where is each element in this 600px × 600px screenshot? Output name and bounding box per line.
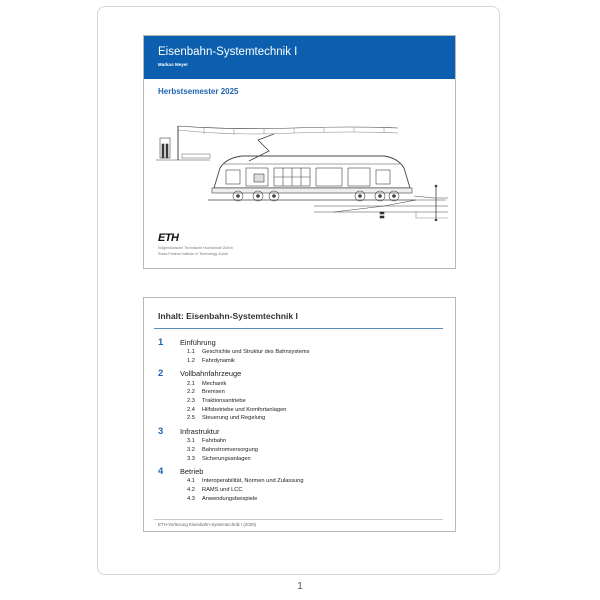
chapter-label: Einführung [180,338,216,347]
toc-item-number: 4.1 [187,478,195,485]
eth-logo-line-2: Swiss Federal Institute of Technology Zurich [158,252,229,256]
toc-item-number: 1.2 [187,358,195,365]
toc-item-number: 3.2 [187,446,195,453]
toc-item [158,494,445,503]
slide-header-bar [144,36,455,79]
toc-item-number: 2.5 [187,415,195,422]
toc-item [158,477,445,486]
toc-item-label: Bahnstromversorgung [202,446,258,453]
chapter-number: 1 [158,337,164,348]
slide-author: Markus Meyer [158,62,189,67]
toc-item-number: 2.4 [187,406,195,413]
toc-item [158,405,445,414]
toc-item-label: Fahrdynamik [202,358,235,365]
toc-item [158,454,445,463]
toc-item [158,397,445,406]
toc-item-number: 4.3 [187,495,195,502]
toc-item [158,437,445,446]
toc-item-number: 2.1 [187,380,195,387]
toc-item-number: 2.2 [187,389,195,396]
toc-item [158,486,445,495]
toc-item [158,379,445,388]
contents-slide [143,297,456,532]
toc-item-label: Sicherungsanlagen [202,455,251,462]
toc-item-number: 3.3 [187,455,195,462]
footer-divider [154,519,443,520]
title-slide [143,35,456,269]
eth-logo-line-1: Eidgenössische Technische Hochschule Zürich [158,246,233,250]
locomotive-illustration [154,116,450,221]
toc-item-number: 1.1 [187,349,195,356]
chapter-4 [158,466,445,477]
chapter-3 [158,426,445,437]
chapter-2 [158,368,445,379]
slide-footer: ETH-Vorlesung Eisenbahn-Systemtechnik I (2025) [158,522,257,527]
semester-label: Herbstsemester 2025 [158,87,239,96]
toc-item-number: 4.2 [187,486,195,493]
toc-item-label: Mechanik [202,380,227,387]
table-of-contents [158,337,445,503]
toc-item-label: Hilfsbetriebe und Komfortanlagen [202,406,287,413]
toc-item-label: Interoperabilität, Normen und Zulassung [202,478,304,485]
toc-item-label: RAMS und LCC [202,486,243,493]
toc-item-label: Traktionsantriebe [202,398,246,405]
page-number: 1 [297,581,303,592]
toc-item [158,388,445,397]
chapter-label: Betrieb [180,466,204,476]
slide-title: Eisenbahn-Systemtechnik I [158,46,298,58]
toc-item [158,414,445,423]
toc-item-label: Bremsen [202,389,225,396]
chapter-1 [158,337,445,348]
toc-item-label: Steuerung und Regelung [202,415,266,422]
toc-item-label: Geschichte und Struktur des Bahnsystems [202,349,310,356]
chapter-number: 4 [158,465,164,477]
toc-item-number: 3.1 [187,438,195,445]
contents-title: Inhalt: Eisenbahn-Systemtechnik I [158,311,298,321]
toc-item [158,357,445,366]
toc-item-number: 2.3 [187,398,195,405]
chapter-label: Vollbahnfahrzeuge [180,369,242,379]
chapter-number: 3 [158,425,164,437]
toc-item [158,446,445,455]
eth-logo: ETH [158,232,179,244]
chapter-label: Infrastruktur [180,426,220,436]
chapter-number: 2 [158,368,164,380]
toc-item [158,348,445,357]
title-divider [154,328,443,329]
toc-item-label: Fahrbahn [202,438,227,445]
toc-item-label: Anwendungsbeispiele [202,495,258,502]
